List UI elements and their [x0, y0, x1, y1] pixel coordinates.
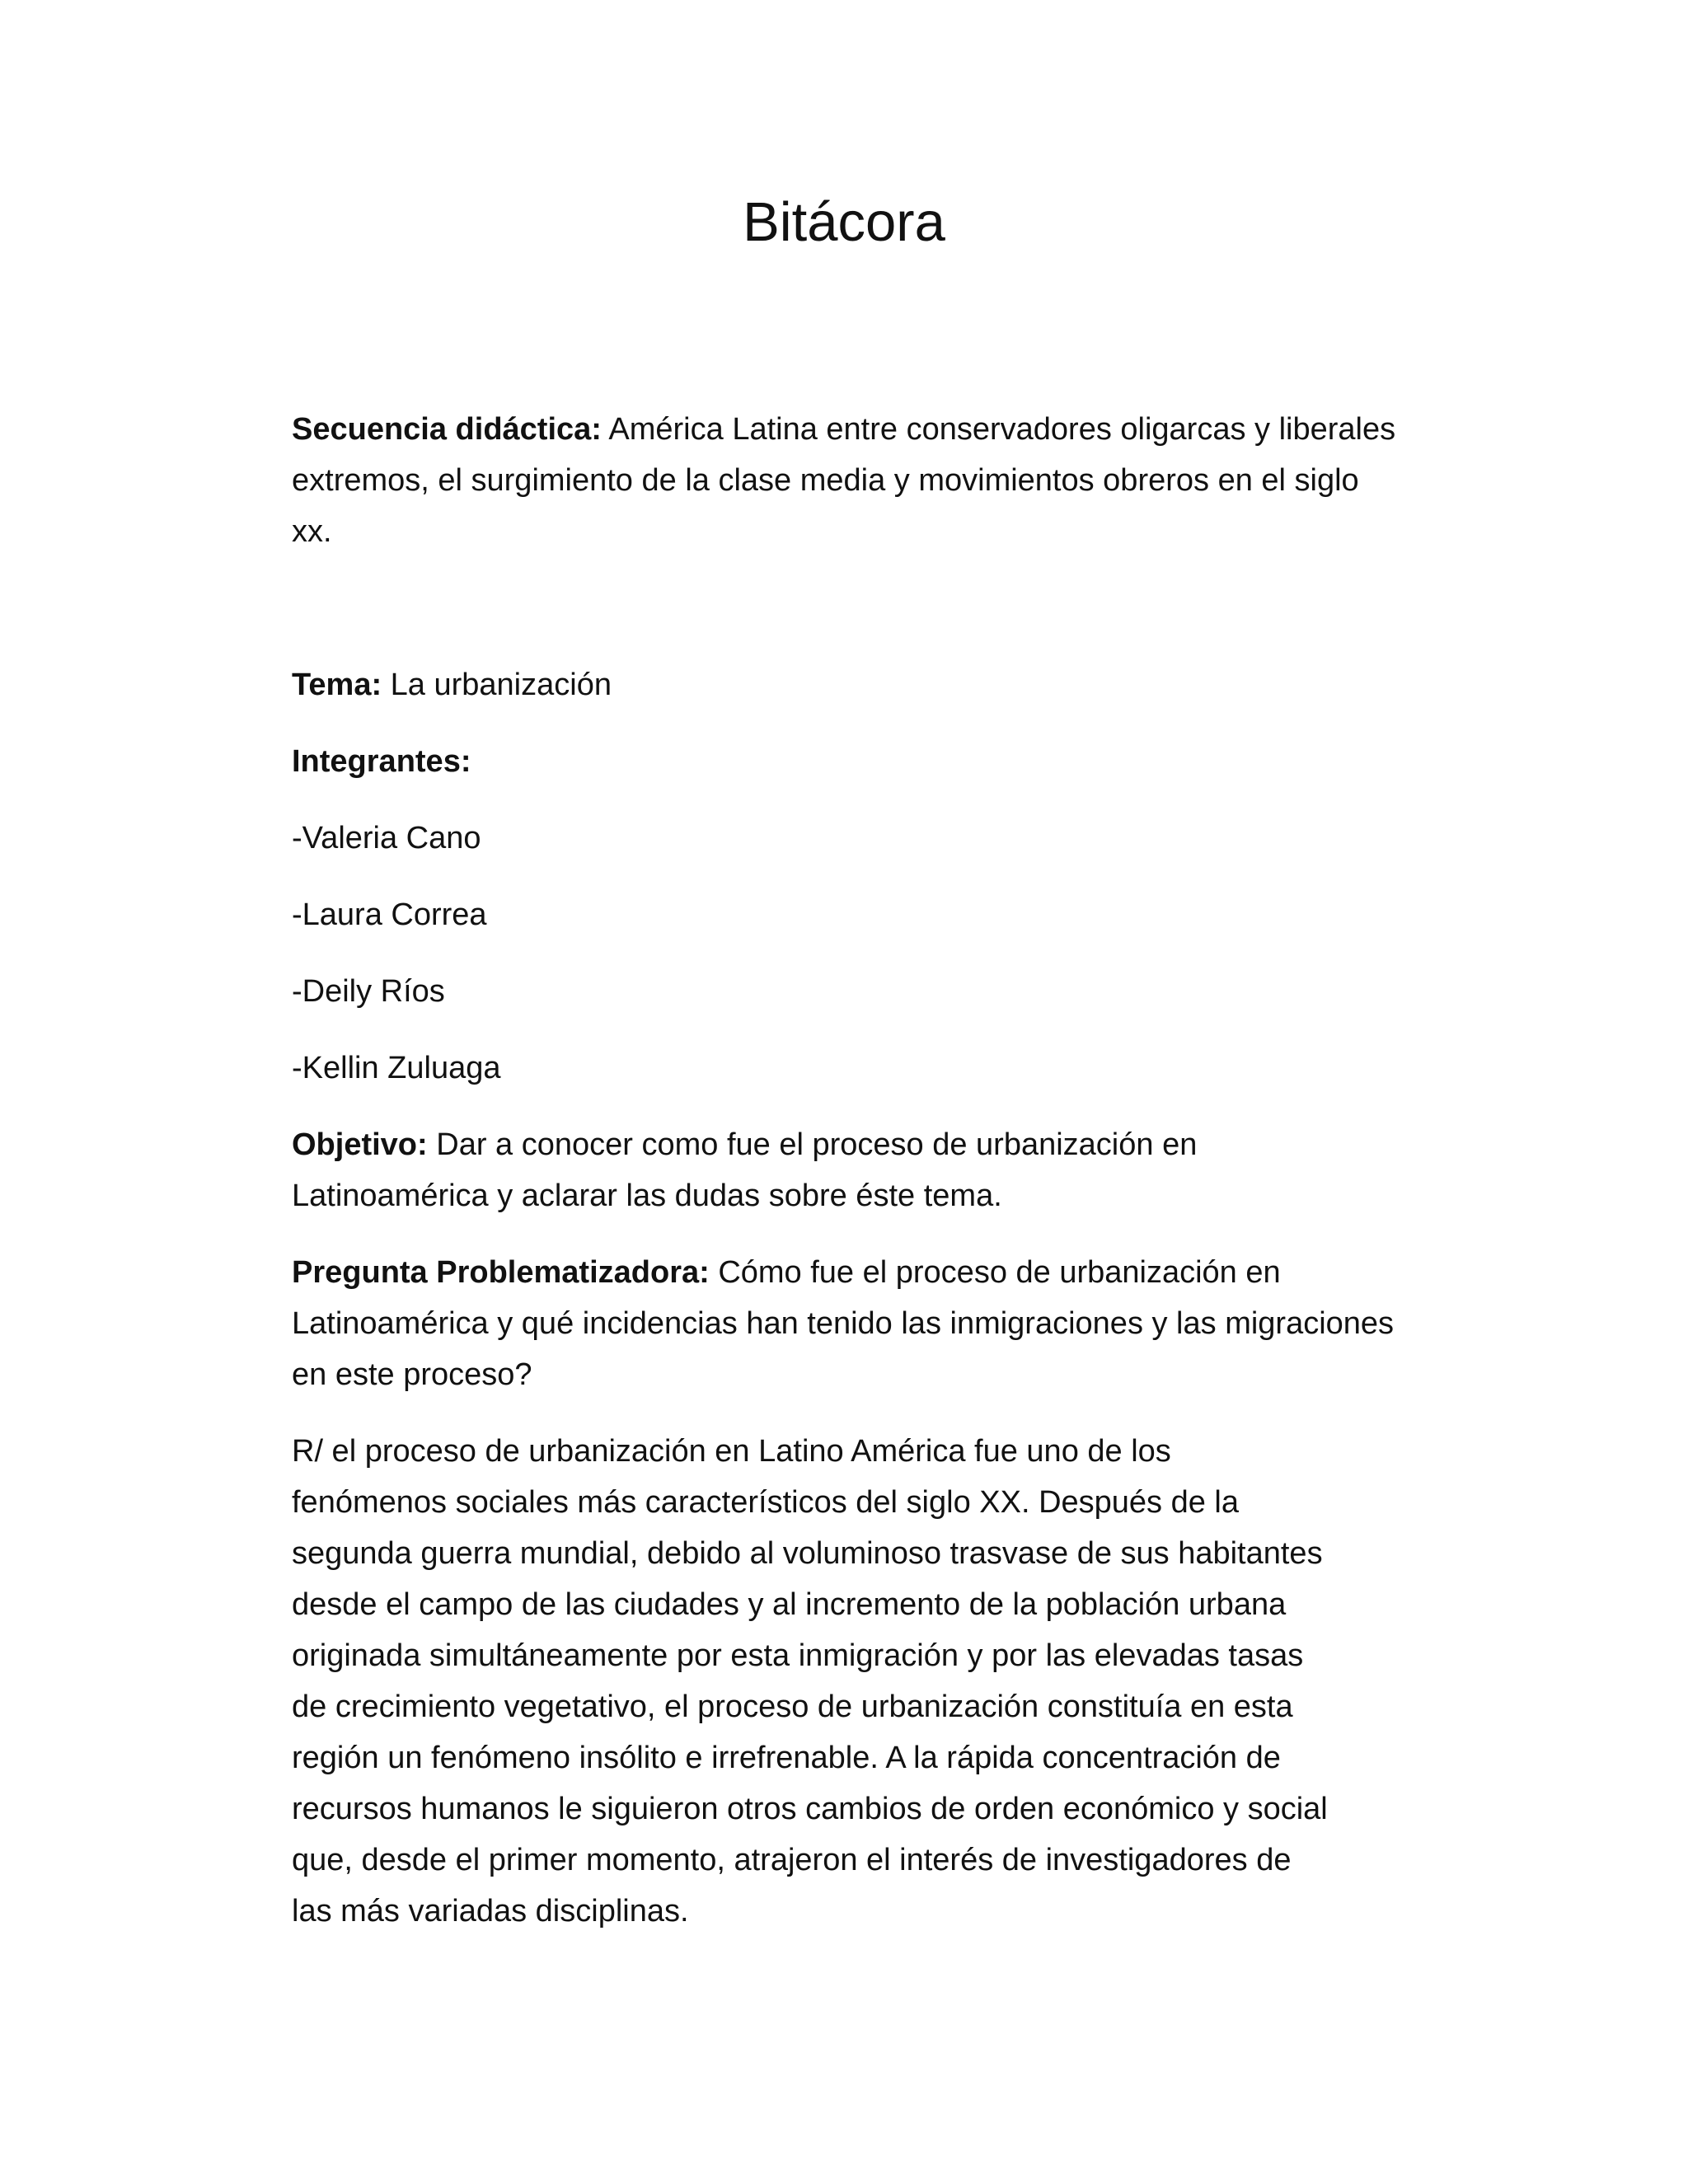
member-item: -Valeria Cano	[292, 821, 481, 855]
document-body	[292, 404, 1396, 1937]
pregunta-paragraph	[292, 1247, 1396, 1400]
objetivo-text: Dar a conocer como fue el proceso de urbanización en Latinoamérica y aclarar las dudas sobre éste tema.	[292, 1127, 1198, 1213]
member-item: -Kellin Zuluaga	[292, 1051, 501, 1085]
secuencia-paragraph	[292, 404, 1396, 557]
secuencia-label: Secuencia didáctica:	[292, 412, 602, 447]
respuesta-line: originada simultáneamente por esta inmigración y por las elevadas tasas	[292, 1638, 1304, 1673]
respuesta-line: recursos humanos le siguieron otros cambios de orden económico y social	[292, 1792, 1328, 1826]
objetivo-paragraph	[292, 1119, 1396, 1221]
pregunta-label: Pregunta Problematizadora:	[292, 1255, 710, 1290]
objetivo-label: Objetivo:	[292, 1127, 428, 1162]
member-item: -Deily Ríos	[292, 974, 445, 1009]
respuesta-line: fenómenos sociales más característicos del siglo XX. Después de la	[292, 1485, 1239, 1520]
integrantes-heading	[292, 736, 1396, 787]
integrantes-label: Integrantes:	[292, 744, 471, 779]
respuesta-line: que, desde el primer momento, atrajeron el interés de investigadores de	[292, 1843, 1292, 1877]
respuesta-line: desde el campo de las ciudades y al incremento de la población urbana	[292, 1587, 1287, 1622]
respuesta-paragraph	[292, 1426, 1396, 1937]
tema-paragraph	[292, 659, 1396, 710]
secuencia-text: América Latina entre conservadores oligarcas y liberales extremos, el surgimiento de la clase media y movimientos obreros en el siglo xx.	[292, 412, 1396, 549]
member-item: -Laura Correa	[292, 898, 487, 932]
respuesta-line: segunda guerra mundial, debido al voluminoso trasvase de sus habitantes	[292, 1536, 1323, 1571]
tema-label: Tema:	[292, 668, 382, 702]
respuesta-line: las más variadas disciplinas.	[292, 1894, 689, 1929]
document-title: Bitácora	[743, 191, 945, 253]
respuesta-line: de crecimiento vegetativo, el proceso de urbanización constituía en esta	[292, 1690, 1293, 1724]
respuesta-line: región un fenómeno insólito e irrefrenable. A la rápida concentración de	[292, 1741, 1281, 1775]
pregunta-text: Cómo fue el proceso de urbanización en Latinoamérica y qué incidencias han tenido las inmigraciones y las migraciones en este proceso?	[292, 1255, 1395, 1392]
tema-text: La urbanización	[382, 668, 612, 702]
respuesta-line: R/ el proceso de urbanización en Latino América fue uno de los	[292, 1434, 1171, 1469]
